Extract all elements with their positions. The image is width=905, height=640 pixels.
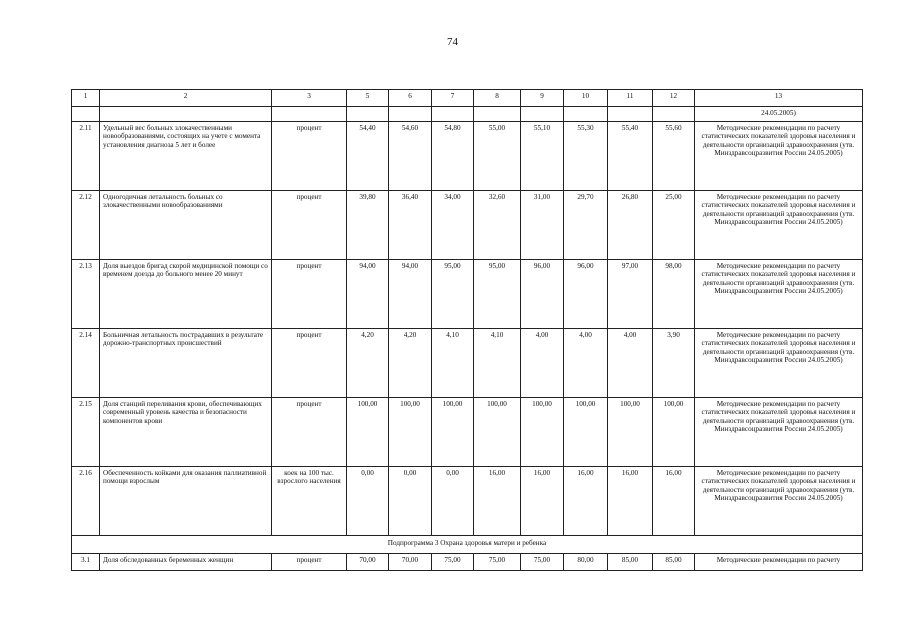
- indicator-value: 100,00: [474, 398, 521, 467]
- empty-cell: [389, 107, 432, 122]
- source-document: Методические рекомендации по расчету: [695, 554, 863, 571]
- indicator-value: 95,00: [474, 260, 521, 329]
- indicator-value: 55,60: [653, 122, 695, 191]
- indicator-value: 16,00: [521, 467, 564, 536]
- indicator-value: 100,00: [564, 398, 608, 467]
- unit-of-measure: коек на 100 тыс. взрослого населения: [272, 467, 347, 536]
- table-row: [72, 398, 863, 467]
- indicator-value: 80,00: [564, 554, 608, 571]
- indicator-value: 85,00: [608, 554, 653, 571]
- indicator-value: 55,30: [564, 122, 608, 191]
- indicator-value: 54,40: [347, 122, 389, 191]
- indicator-name: Доля выездов бригад скорой медицинской помощи со временем доезда до больного менее 20 минут: [100, 260, 272, 329]
- source-document: Методические рекомендации по расчету статистических показателей здоровья населения и деятельности организаций здравоохранения (утв. Минздравсоцразвития России 24.05.2005): [695, 122, 863, 191]
- indicator-name: Доля станций переливания крови, обеспечивающих современный уровень качества и безопасности компонентов крови: [100, 398, 272, 467]
- table-row: [72, 260, 863, 329]
- table-row: [72, 554, 863, 571]
- indicator-value: 70,00: [389, 554, 432, 571]
- indicator-value: 32,60: [474, 191, 521, 260]
- indicator-value: 39,80: [347, 191, 389, 260]
- table-row: [72, 329, 863, 398]
- source-document: Методические рекомендации по расчету статистических показателей здоровья населения и деятельности организаций здравоохранения (утв. Минздравсоцразвития России 24.05.2005): [695, 398, 863, 467]
- indicator-value: 55,10: [521, 122, 564, 191]
- empty-cell: [521, 107, 564, 122]
- indicator-name: Больничная летальность пострадавших в результате дорожно-транспортных происшествий: [100, 329, 272, 398]
- row-number: 2.14: [72, 329, 100, 398]
- row-number: 2.13: [72, 260, 100, 329]
- indicator-value: 100,00: [347, 398, 389, 467]
- indicator-value: 4,20: [347, 329, 389, 398]
- empty-cell: [432, 107, 474, 122]
- indicator-value: 16,00: [474, 467, 521, 536]
- indicator-value: 95,00: [432, 260, 474, 329]
- indicator-value: 85,00: [653, 554, 695, 571]
- unit-of-measure: процент: [272, 398, 347, 467]
- source-document: Методические рекомендации по расчету статистических показателей здоровья населения и деятельности организаций здравоохранения (утв. Минздравсоцразвития России 24.05.2005): [695, 467, 863, 536]
- indicator-value: 4,20: [389, 329, 432, 398]
- column-header: 2: [100, 90, 272, 107]
- unit-of-measure: процент: [272, 329, 347, 398]
- column-header-row: [72, 90, 863, 107]
- indicator-value: 3,90: [653, 329, 695, 398]
- empty-cell: [564, 107, 608, 122]
- source-document: Методические рекомендации по расчету статистических показателей здоровья населения и деятельности организаций здравоохранения (утв. Минздравсоцразвития России 24.05.2005): [695, 329, 863, 398]
- indicator-value: 96,00: [564, 260, 608, 329]
- column-header: 3: [272, 90, 347, 107]
- indicator-value: 98,00: [653, 260, 695, 329]
- column-header: 1: [72, 90, 100, 107]
- indicator-value: 96,00: [521, 260, 564, 329]
- row-number: 2.12: [72, 191, 100, 260]
- column-header: 11: [608, 90, 653, 107]
- subprogram-row: [72, 536, 863, 554]
- indicator-value: 4,00: [608, 329, 653, 398]
- column-header: 12: [653, 90, 695, 107]
- continuation-source: 24.05.2005): [695, 107, 863, 122]
- indicator-value: 54,60: [389, 122, 432, 191]
- indicator-name: Одногодичная летальность больных со злокачественными новообразованиями: [100, 191, 272, 260]
- empty-cell: [100, 107, 272, 122]
- indicator-value: 55,40: [608, 122, 653, 191]
- indicator-value: 100,00: [653, 398, 695, 467]
- empty-cell: [347, 107, 389, 122]
- indicator-value: 4,10: [474, 329, 521, 398]
- indicator-value: 75,00: [474, 554, 521, 571]
- indicator-value: 34,00: [432, 191, 474, 260]
- column-header: 7: [432, 90, 474, 107]
- indicator-name: Удельный вес больных злокачественными новообразованиями, состоящих на учете с момента установления диагноза 5 лет и более: [100, 122, 272, 191]
- indicator-value: 4,10: [432, 329, 474, 398]
- indicator-value: 0,00: [432, 467, 474, 536]
- indicator-value: 29,70: [564, 191, 608, 260]
- empty-cell: [474, 107, 521, 122]
- unit-of-measure: процент: [272, 122, 347, 191]
- source-document: Методические рекомендации по расчету статистических показателей здоровья населения и деятельности организаций здравоохранения (утв. Минздравсоцразвития России 24.05.2005): [695, 191, 863, 260]
- row-number: 2.16: [72, 467, 100, 536]
- source-document: Методические рекомендации по расчету статистических показателей здоровья населения и деятельности организаций здравоохранения (утв. Минздравсоцразвития России 24.05.2005): [695, 260, 863, 329]
- indicator-value: 16,00: [608, 467, 653, 536]
- indicator-value: 94,00: [389, 260, 432, 329]
- indicator-value: 55,00: [474, 122, 521, 191]
- indicator-value: 100,00: [521, 398, 564, 467]
- continuation-row: [72, 107, 863, 122]
- indicator-value: 54,80: [432, 122, 474, 191]
- table-body: [72, 90, 863, 571]
- column-header: 5: [347, 90, 389, 107]
- column-header: 13: [695, 90, 863, 107]
- indicators-table: [71, 89, 863, 571]
- indicator-value: 36,40: [389, 191, 432, 260]
- row-number: 3.1: [72, 554, 100, 571]
- column-header: 9: [521, 90, 564, 107]
- indicator-value: 25,00: [653, 191, 695, 260]
- column-header: 10: [564, 90, 608, 107]
- indicator-value: 75,00: [521, 554, 564, 571]
- indicator-value: 16,00: [653, 467, 695, 536]
- indicator-value: 100,00: [389, 398, 432, 467]
- indicator-name: Обеспеченность койками для оказания паллиативной помощи взрослым: [100, 467, 272, 536]
- unit-of-measure: процент: [272, 260, 347, 329]
- page-number: 74: [447, 36, 458, 48]
- indicator-value: 100,00: [432, 398, 474, 467]
- table-row: [72, 191, 863, 260]
- indicator-value: 70,00: [347, 554, 389, 571]
- empty-cell: [72, 107, 100, 122]
- column-header: 8: [474, 90, 521, 107]
- table-row: [72, 467, 863, 536]
- empty-cell: [272, 107, 347, 122]
- empty-cell: [653, 107, 695, 122]
- subprogram-heading: Подпрограмма 3 Охрана здоровья матери и ребенка: [72, 536, 863, 554]
- indicator-value: 75,00: [432, 554, 474, 571]
- indicator-value: 100,00: [608, 398, 653, 467]
- indicator-value: 31,00: [521, 191, 564, 260]
- indicator-value: 0,00: [389, 467, 432, 536]
- indicator-value: 4,00: [564, 329, 608, 398]
- indicator-value: 0,00: [347, 467, 389, 536]
- indicator-value: 16,00: [564, 467, 608, 536]
- indicator-value: 26,80: [608, 191, 653, 260]
- indicator-value: 94,00: [347, 260, 389, 329]
- indicator-value: 97,00: [608, 260, 653, 329]
- empty-cell: [608, 107, 653, 122]
- indicator-value: 4,00: [521, 329, 564, 398]
- row-number: 2.15: [72, 398, 100, 467]
- unit-of-measure: процент: [272, 554, 347, 571]
- table-row: [72, 122, 863, 191]
- column-header: 6: [389, 90, 432, 107]
- row-number: 2.11: [72, 122, 100, 191]
- unit-of-measure: процент: [272, 191, 347, 260]
- indicator-name: Доля обследованных беременных женщин: [100, 554, 272, 571]
